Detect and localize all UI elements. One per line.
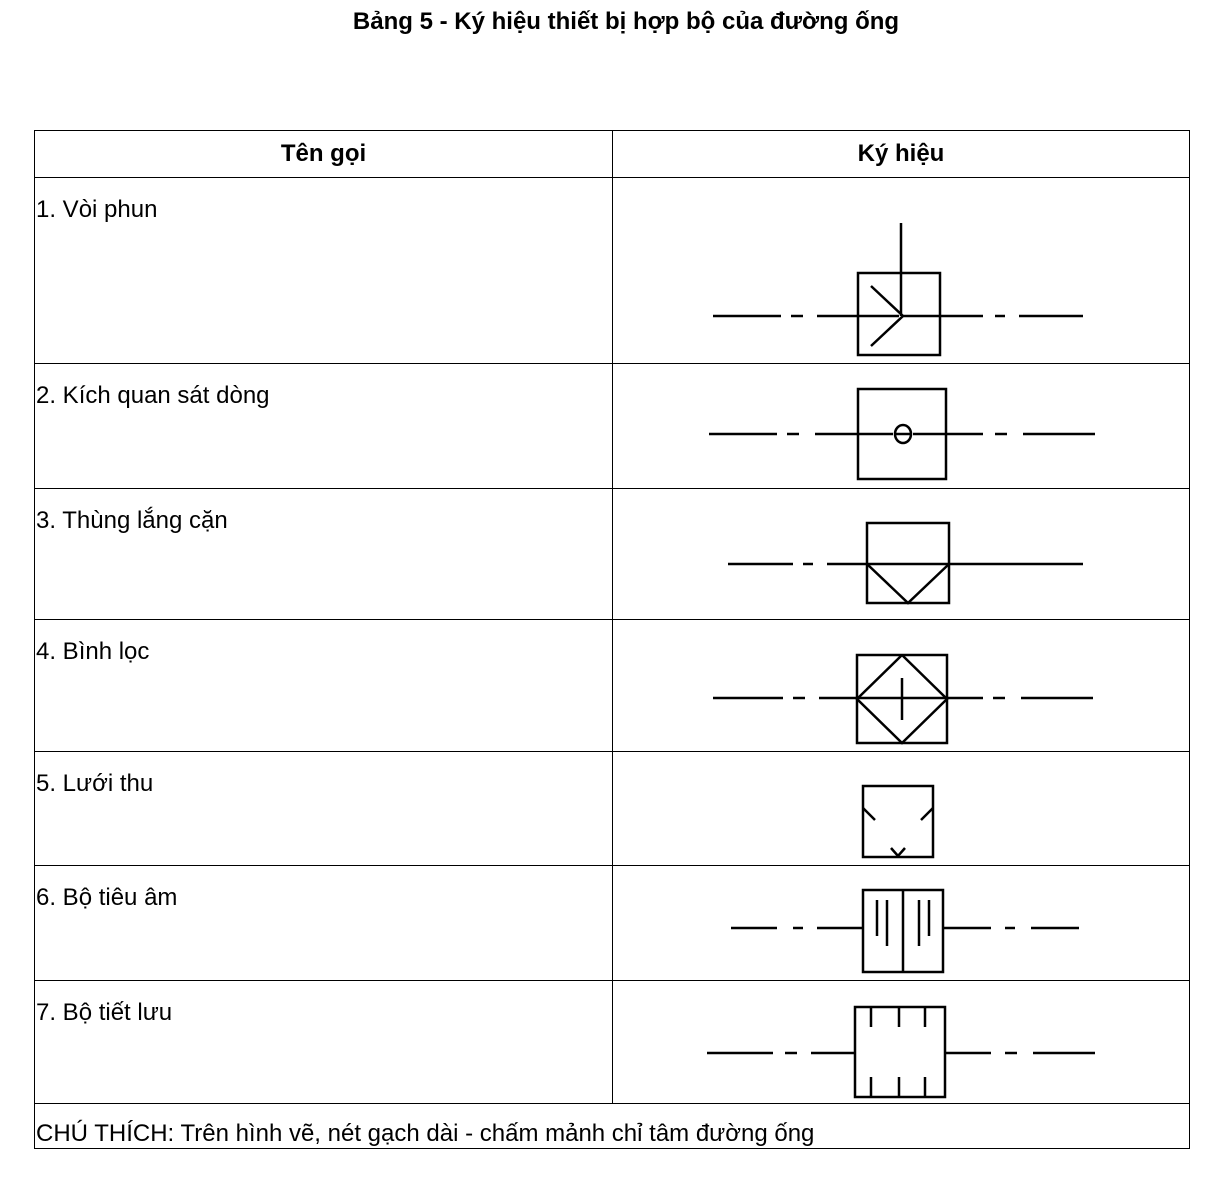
row-name: 5. Lưới thu	[35, 752, 613, 866]
silencer-symbol	[613, 866, 1190, 981]
sediment-tank-symbol	[613, 489, 1190, 620]
silencer-drawing	[613, 866, 1190, 980]
table-row	[35, 489, 1190, 620]
filter-symbol	[613, 620, 1190, 752]
flow-sight-glass-symbol	[613, 364, 1190, 489]
row-name: 6. Bộ tiêu âm	[35, 866, 613, 981]
intake-strainer-symbol	[613, 752, 1190, 866]
table-row	[35, 866, 1190, 981]
table-header-row	[35, 131, 1190, 178]
throttle-symbol	[613, 981, 1190, 1104]
row-name: 1. Vòi phun	[35, 178, 613, 364]
header-name: Tên gọi	[35, 131, 613, 178]
row-name: 2. Kích quan sát dòng	[35, 364, 613, 489]
row-name: 7. Bộ tiết lưu	[35, 981, 613, 1104]
row-name: 3. Thùng lắng cặn	[35, 489, 613, 620]
intake-strainer-drawing	[613, 752, 1190, 865]
table-row	[35, 752, 1190, 866]
page-title: Bảng 5 - Ký hiệu thiết bị hợp bộ của đường ống	[352, 8, 900, 35]
flow-sight-glass-drawing	[613, 364, 1190, 488]
symbols-table	[34, 130, 1190, 1149]
note-row	[35, 1104, 1190, 1149]
row-name: 4. Bình lọc	[35, 620, 613, 752]
table-row	[35, 620, 1190, 752]
throttle-drawing	[613, 981, 1190, 1103]
nozzle-symbol-drawing	[613, 178, 1190, 363]
header-symbol: Ký hiệu	[613, 131, 1190, 178]
table-note: CHÚ THÍCH: Trên hình vẽ, nét gạch dài - chấm mảnh chỉ tâm đường ống	[35, 1104, 1190, 1149]
sediment-tank-drawing	[613, 489, 1190, 619]
nozzle-symbol	[613, 178, 1190, 364]
table-row	[35, 364, 1190, 489]
table-row	[35, 178, 1190, 364]
filter-drawing	[613, 620, 1190, 751]
table-row	[35, 981, 1190, 1104]
